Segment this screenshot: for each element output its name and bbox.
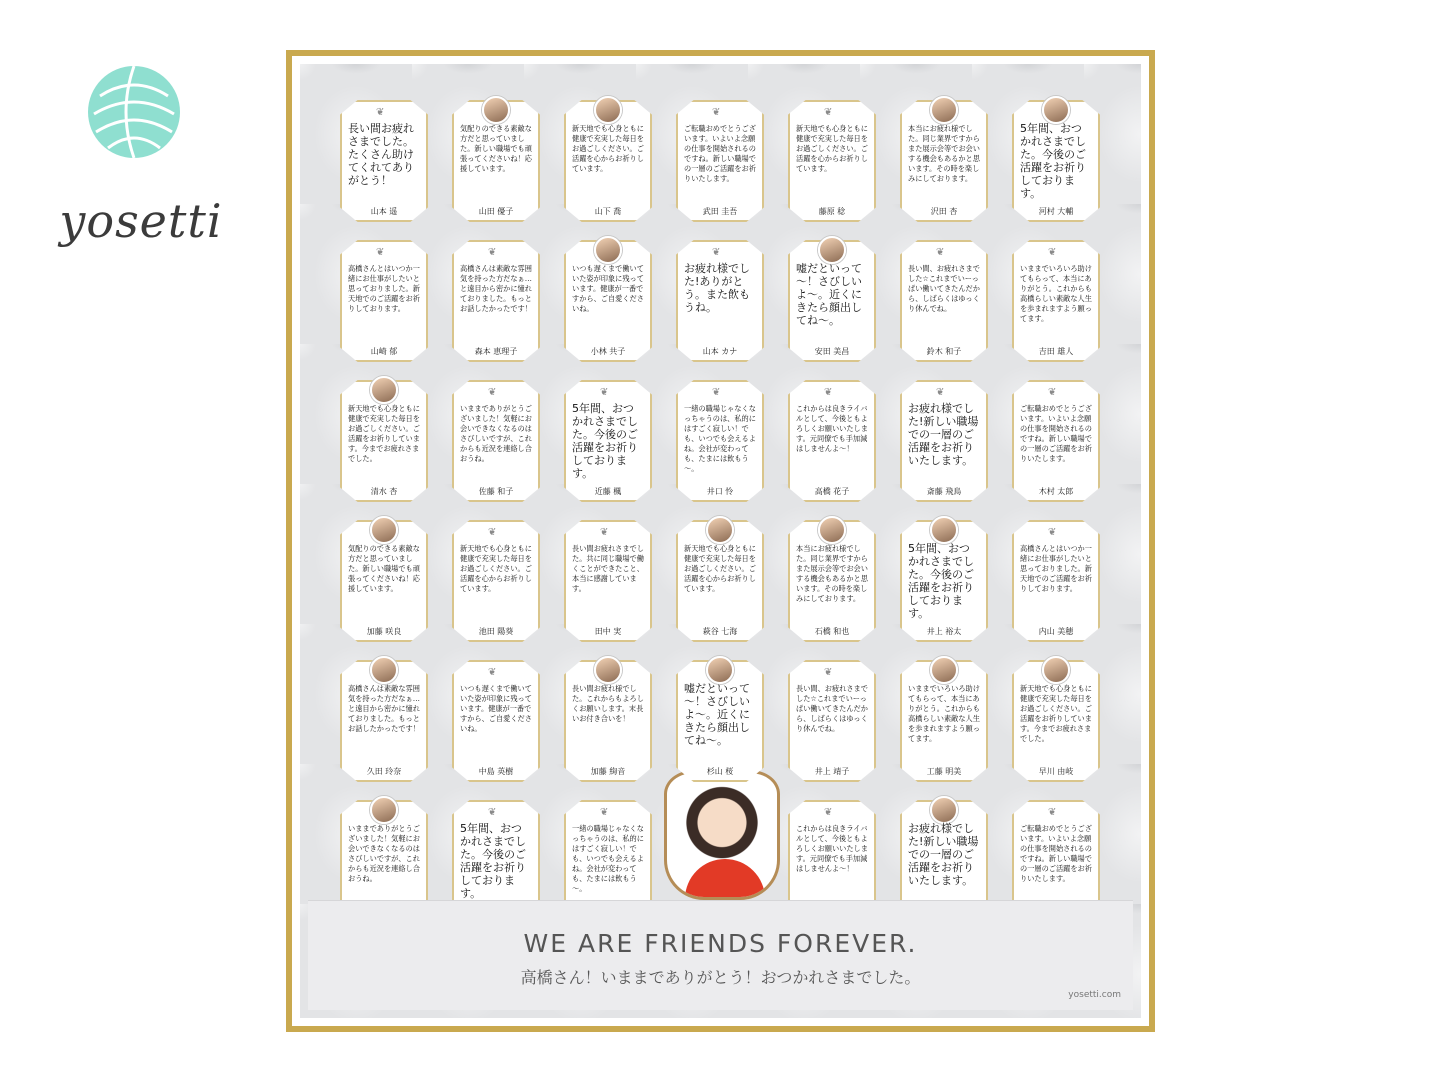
card-message: お疲れ様でした!ありがとう。また飲もうね。 <box>684 262 750 314</box>
avatar <box>370 376 398 404</box>
card-message: いままでありがとうございました！気軽にお会いできなくなるのはさびしいですが、これからも近況を連絡し合おうね。 <box>348 824 420 883</box>
card-author: 山本 遥 <box>370 207 398 216</box>
message-card <box>340 240 428 366</box>
message-card <box>676 100 764 226</box>
central-portrait <box>664 770 780 900</box>
card-message: 新天地でも心身ともに健康で充実した毎日をお過ごしください。ご活躍をお祈りしています。今までお疲れさまでした。 <box>348 404 420 463</box>
message-card <box>676 380 764 506</box>
message-card <box>340 100 428 226</box>
card-message: 高橋さんとはいつか一緒にお仕事がしたいと思っておりました。新天地でのご活躍をお祈りしております。 <box>1020 544 1092 593</box>
card-author: 斎藤 飛鳥 <box>926 487 962 496</box>
card-message: これからは良きライバルとして、今後ともよろしくお願いいたします。元同僚でも手加減はしませんよ～！ <box>796 404 868 453</box>
avatar <box>594 96 622 124</box>
card-author: 内山 美穂 <box>1038 627 1074 636</box>
message-card <box>452 240 540 366</box>
avatar <box>930 96 958 124</box>
card-author: 小林 共子 <box>590 347 626 356</box>
message-card <box>340 520 428 646</box>
card-author: 杉山 桜 <box>706 767 734 776</box>
fleuron-icon: ❦ <box>1048 247 1057 258</box>
footer-banner <box>308 900 1133 1010</box>
card-author: 萩谷 七海 <box>702 627 738 636</box>
message-card <box>564 100 652 226</box>
avatar <box>930 656 958 684</box>
message-card <box>788 100 876 226</box>
portrait-sweater <box>685 859 765 900</box>
card-author: 工藤 明美 <box>926 767 962 776</box>
card-author: 池田 陽葵 <box>478 627 514 636</box>
card-message: 新天地でも心身ともに健康で充実した毎日をお過ごしください。ご活躍を心からお祈りしています。 <box>796 124 868 173</box>
message-board <box>286 50 1155 1032</box>
card-message: 高橋さんは素敵な雰囲気を持った方だなぁ…と遠目から密かに憧れておりました。もっとお話したかったです！ <box>460 264 532 313</box>
message-card <box>340 660 428 786</box>
fleuron-icon: ❦ <box>712 247 721 258</box>
message-card <box>676 240 764 366</box>
message-card <box>452 380 540 506</box>
message-card <box>452 660 540 786</box>
fleuron-icon: ❦ <box>712 107 721 118</box>
message-card <box>900 380 988 506</box>
fleuron-icon: ❦ <box>1048 807 1057 818</box>
card-author: 森本 恵理子 <box>474 347 518 356</box>
card-author: 山本 カナ <box>702 347 738 356</box>
fleuron-icon: ❦ <box>488 667 497 678</box>
card-author: 木村 太郎 <box>1038 487 1074 496</box>
card-message: いままでいろいろ助けてもらって、本当にありがとう。これからも高橋らしい素敵な人生を歩まれますよう願ってます。 <box>1020 264 1092 323</box>
message-card <box>452 520 540 646</box>
message-card <box>788 660 876 786</box>
card-message: 一緒の職場じゃなくなっちゃうのは、私的にはすごく寂しい！でも、いつでも会えるよね。会社が変わっても、たまには飲もう～。 <box>572 824 644 893</box>
card-message: いままでいろいろ助けてもらって、本当にありがとう。これからも高橋らしい素敵な人生を歩まれますよう願ってます。 <box>908 684 980 743</box>
fleuron-icon: ❦ <box>1048 387 1057 398</box>
avatar <box>594 656 622 684</box>
fleuron-icon: ❦ <box>600 387 609 398</box>
card-message: お疲れ様でした!新しい職場での一層のご活躍をお祈りいたします。 <box>908 402 979 467</box>
card-message: いままでありがとうございました！気軽にお会いできなくなるのはさびしいですが、これからも近況を連絡し合おうね。 <box>460 404 532 463</box>
message-card <box>1012 520 1100 646</box>
avatar <box>1042 96 1070 124</box>
fleuron-icon: ❦ <box>600 527 609 538</box>
message-card <box>564 660 652 786</box>
card-message: お疲れ様でした!新しい職場での一層のご活躍をお祈りいたします。 <box>908 822 979 887</box>
avatar <box>370 516 398 544</box>
card-message: 嘘だといって～！さびしいよ～。近くにきたら顔出してね～。 <box>796 262 862 327</box>
avatar <box>370 656 398 684</box>
card-message: 長い間お疲れ様でした。これからもよろしくお願いします。末長いお付き合いを！ <box>572 684 644 723</box>
card-author: 久田 玲奈 <box>366 767 402 776</box>
card-message: ご転職おめでとうございます。いよいよ念願の仕事を開始されるのですね。新しい職場での一層のご活躍をお祈りいたします。 <box>1020 404 1092 463</box>
avatar <box>818 236 846 264</box>
card-message: いつも遅くまで働いていた姿が印象に残っています。健康が一番ですから、ご自愛くださいね。 <box>460 684 532 733</box>
fleuron-icon: ❦ <box>488 807 497 818</box>
card-author: 石橋 和也 <box>814 627 850 636</box>
card-message: 新天地でも心身ともに健康で充実した毎日をお過ごしください。ご活躍を心からお祈りしています。 <box>684 544 756 593</box>
fleuron-icon: ❦ <box>824 107 833 118</box>
message-card <box>900 520 988 646</box>
card-message: 5年間、おつかれさまでした。今後のご活躍をお祈りしております。 <box>1020 122 1086 200</box>
card-message: 長い間、お疲れさまでした☆これまでいーっぱい働いてきたんだから、しばらくはゆっくり休んでね。 <box>908 264 980 313</box>
card-author: 河村 大輔 <box>1038 207 1074 216</box>
card-message: これからは良きライバルとして、今後ともよろしくお願いいたします。元同僚でも手加減はしませんよ～！ <box>796 824 868 873</box>
footer-url: yosetti.com <box>1068 990 1121 1000</box>
avatar <box>370 796 398 824</box>
message-card <box>1012 100 1100 226</box>
message-card <box>788 240 876 366</box>
message-card <box>340 380 428 506</box>
card-message: 長い間お疲れさまでした。共に同じ職場で働くことができたこと、本当に感謝しています。 <box>572 544 644 593</box>
card-message: 本当にお疲れ様でした。同じ業界ですからまた展示会等でお会いする機会もあるかと思います。その時を楽しみにしております。 <box>908 124 980 183</box>
message-card <box>564 380 652 506</box>
card-author: 山田 優子 <box>478 207 514 216</box>
card-message: 5年間、おつかれさまでした。今後のご活躍をお祈りしております。 <box>908 542 974 620</box>
avatar <box>930 796 958 824</box>
card-message: ご転職おめでとうございます。いよいよ念願の仕事を開始されるのですね。新しい職場での一層のご活躍をお祈りいたします。 <box>684 124 756 183</box>
card-author: 高橋 花子 <box>814 487 850 496</box>
message-card <box>676 520 764 646</box>
card-author: 武田 圭吾 <box>702 207 738 216</box>
avatar <box>706 516 734 544</box>
message-card <box>900 100 988 226</box>
message-card <box>452 100 540 226</box>
card-message: 新天地でも心身ともに健康で充実した毎日をお過ごしください。ご活躍を心からお祈りしています。 <box>572 124 644 173</box>
avatar <box>1042 656 1070 684</box>
message-grid <box>328 92 1129 932</box>
logo-wordmark: yosetti <box>59 194 223 248</box>
portrait-frame <box>664 770 780 900</box>
damask-background <box>300 64 1141 1018</box>
card-author: 吉田 雄人 <box>1038 347 1074 356</box>
card-message: 高橋さんとはいつか一緒にお仕事がしたいと思っておりました。新天地でのご活躍をお祈りしております。 <box>348 264 420 313</box>
card-author: 田中 実 <box>594 627 622 636</box>
message-card <box>564 520 652 646</box>
card-author: 中島 英樹 <box>478 767 514 776</box>
avatar <box>818 516 846 544</box>
card-author: 沢田 杏 <box>930 207 958 216</box>
message-card <box>788 380 876 506</box>
yosetti-mark-icon <box>78 56 190 168</box>
fleuron-icon: ❦ <box>376 107 385 118</box>
card-author: 安田 美昌 <box>814 347 850 356</box>
message-card <box>1012 240 1100 366</box>
footer-subtitle: 高橋さん！いままでありがとう！おつかれさまでした。 <box>520 968 921 987</box>
card-author: 鈴木 和子 <box>926 347 962 356</box>
card-author: 加藤 咲良 <box>366 627 402 636</box>
card-author: 山崎 郁 <box>370 347 398 356</box>
message-card <box>900 240 988 366</box>
card-author: 井口 怜 <box>706 487 734 496</box>
card-author: 早川 由岐 <box>1038 767 1074 776</box>
card-author: 藤原 稔 <box>818 207 846 216</box>
card-message: 長い間、お疲れさまでした☆これまでいーっぱい働いてきたんだから、しばらくはゆっくり休んでね。 <box>796 684 868 733</box>
fleuron-icon: ❦ <box>824 807 833 818</box>
avatar <box>930 516 958 544</box>
fleuron-icon: ❦ <box>600 807 609 818</box>
fleuron-icon: ❦ <box>824 667 833 678</box>
message-card <box>900 660 988 786</box>
fleuron-icon: ❦ <box>936 387 945 398</box>
card-message: 長い間お疲れさまでした。たくさん助けてくれてありがとう！ <box>348 122 414 187</box>
fleuron-icon: ❦ <box>488 527 497 538</box>
card-message: 新天地でも心身ともに健康で充実した毎日をお過ごしください。ご活躍を心からお祈りしています。 <box>460 544 532 593</box>
fleuron-icon: ❦ <box>936 247 945 258</box>
card-message: 本当にお疲れ様でした。同じ業界ですからまた展示会等でお会いする機会もあるかと思います。その時を楽しみにしております。 <box>796 544 868 603</box>
avatar <box>706 656 734 684</box>
card-message: 新天地でも心身ともに健康で充実した毎日をお過ごしください。ご活躍をお祈りしています。今までお疲れさまでした。 <box>1020 684 1092 743</box>
card-author: 井上 靖子 <box>814 767 850 776</box>
card-message: 気配りのできる素敵な方だと思っていました。新しい職場でも頑張ってくださいね！応援しています。 <box>348 544 420 593</box>
footer-title: WE ARE FRIENDS FOREVER. <box>523 929 918 958</box>
card-message: 高橋さんは素敵な雰囲気を持った方だなぁ…と遠目から密かに憧れておりました。もっとお話したかったです！ <box>348 684 420 733</box>
card-author: 山下 喬 <box>594 207 622 216</box>
fleuron-icon: ❦ <box>376 247 385 258</box>
fleuron-icon: ❦ <box>1048 527 1057 538</box>
message-card <box>1012 660 1100 786</box>
fleuron-icon: ❦ <box>488 247 497 258</box>
avatar <box>482 96 510 124</box>
card-author: 清水 杏 <box>370 487 398 496</box>
fleuron-icon: ❦ <box>488 387 497 398</box>
card-author: 加藤 絢音 <box>590 767 626 776</box>
card-message: 嘘だといって～！さびしいよ～。近くにきたら顔出してね～。 <box>684 682 750 747</box>
card-message: 5年間、おつかれさまでした。今後のご活躍をお祈りしております。 <box>460 822 526 900</box>
card-message: 気配りのできる素敵な方だと思っていました。新しい職場でも頑張ってくださいね！応援しています。 <box>460 124 532 173</box>
message-card <box>564 240 652 366</box>
card-message: いつも遅くまで働いていた姿が印象に残っています。健康が一番ですから、ご自愛くださいね。 <box>572 264 644 313</box>
avatar <box>594 236 622 264</box>
card-author: 近藤 楓 <box>594 487 622 496</box>
card-message: 一緒の職場じゃなくなっちゃうのは、私的にはすごく寂しい！でも、いつでも会えるよね。会社が変わっても、たまには飲もう～。 <box>684 404 756 473</box>
fleuron-icon: ❦ <box>712 387 721 398</box>
card-message: 5年間、おつかれさまでした。今後のご活躍をお祈りしております。 <box>572 402 638 480</box>
message-card <box>788 520 876 646</box>
card-author: 井上 裕太 <box>926 627 962 636</box>
card-author: 佐藤 和子 <box>478 487 514 496</box>
message-card <box>1012 380 1100 506</box>
yosetti-logo <box>56 56 226 248</box>
card-message: ご転職おめでとうございます。いよいよ念願の仕事を開始されるのですね。新しい職場での一層のご活躍をお祈りいたします。 <box>1020 824 1092 883</box>
message-card <box>676 660 764 786</box>
fleuron-icon: ❦ <box>824 387 833 398</box>
